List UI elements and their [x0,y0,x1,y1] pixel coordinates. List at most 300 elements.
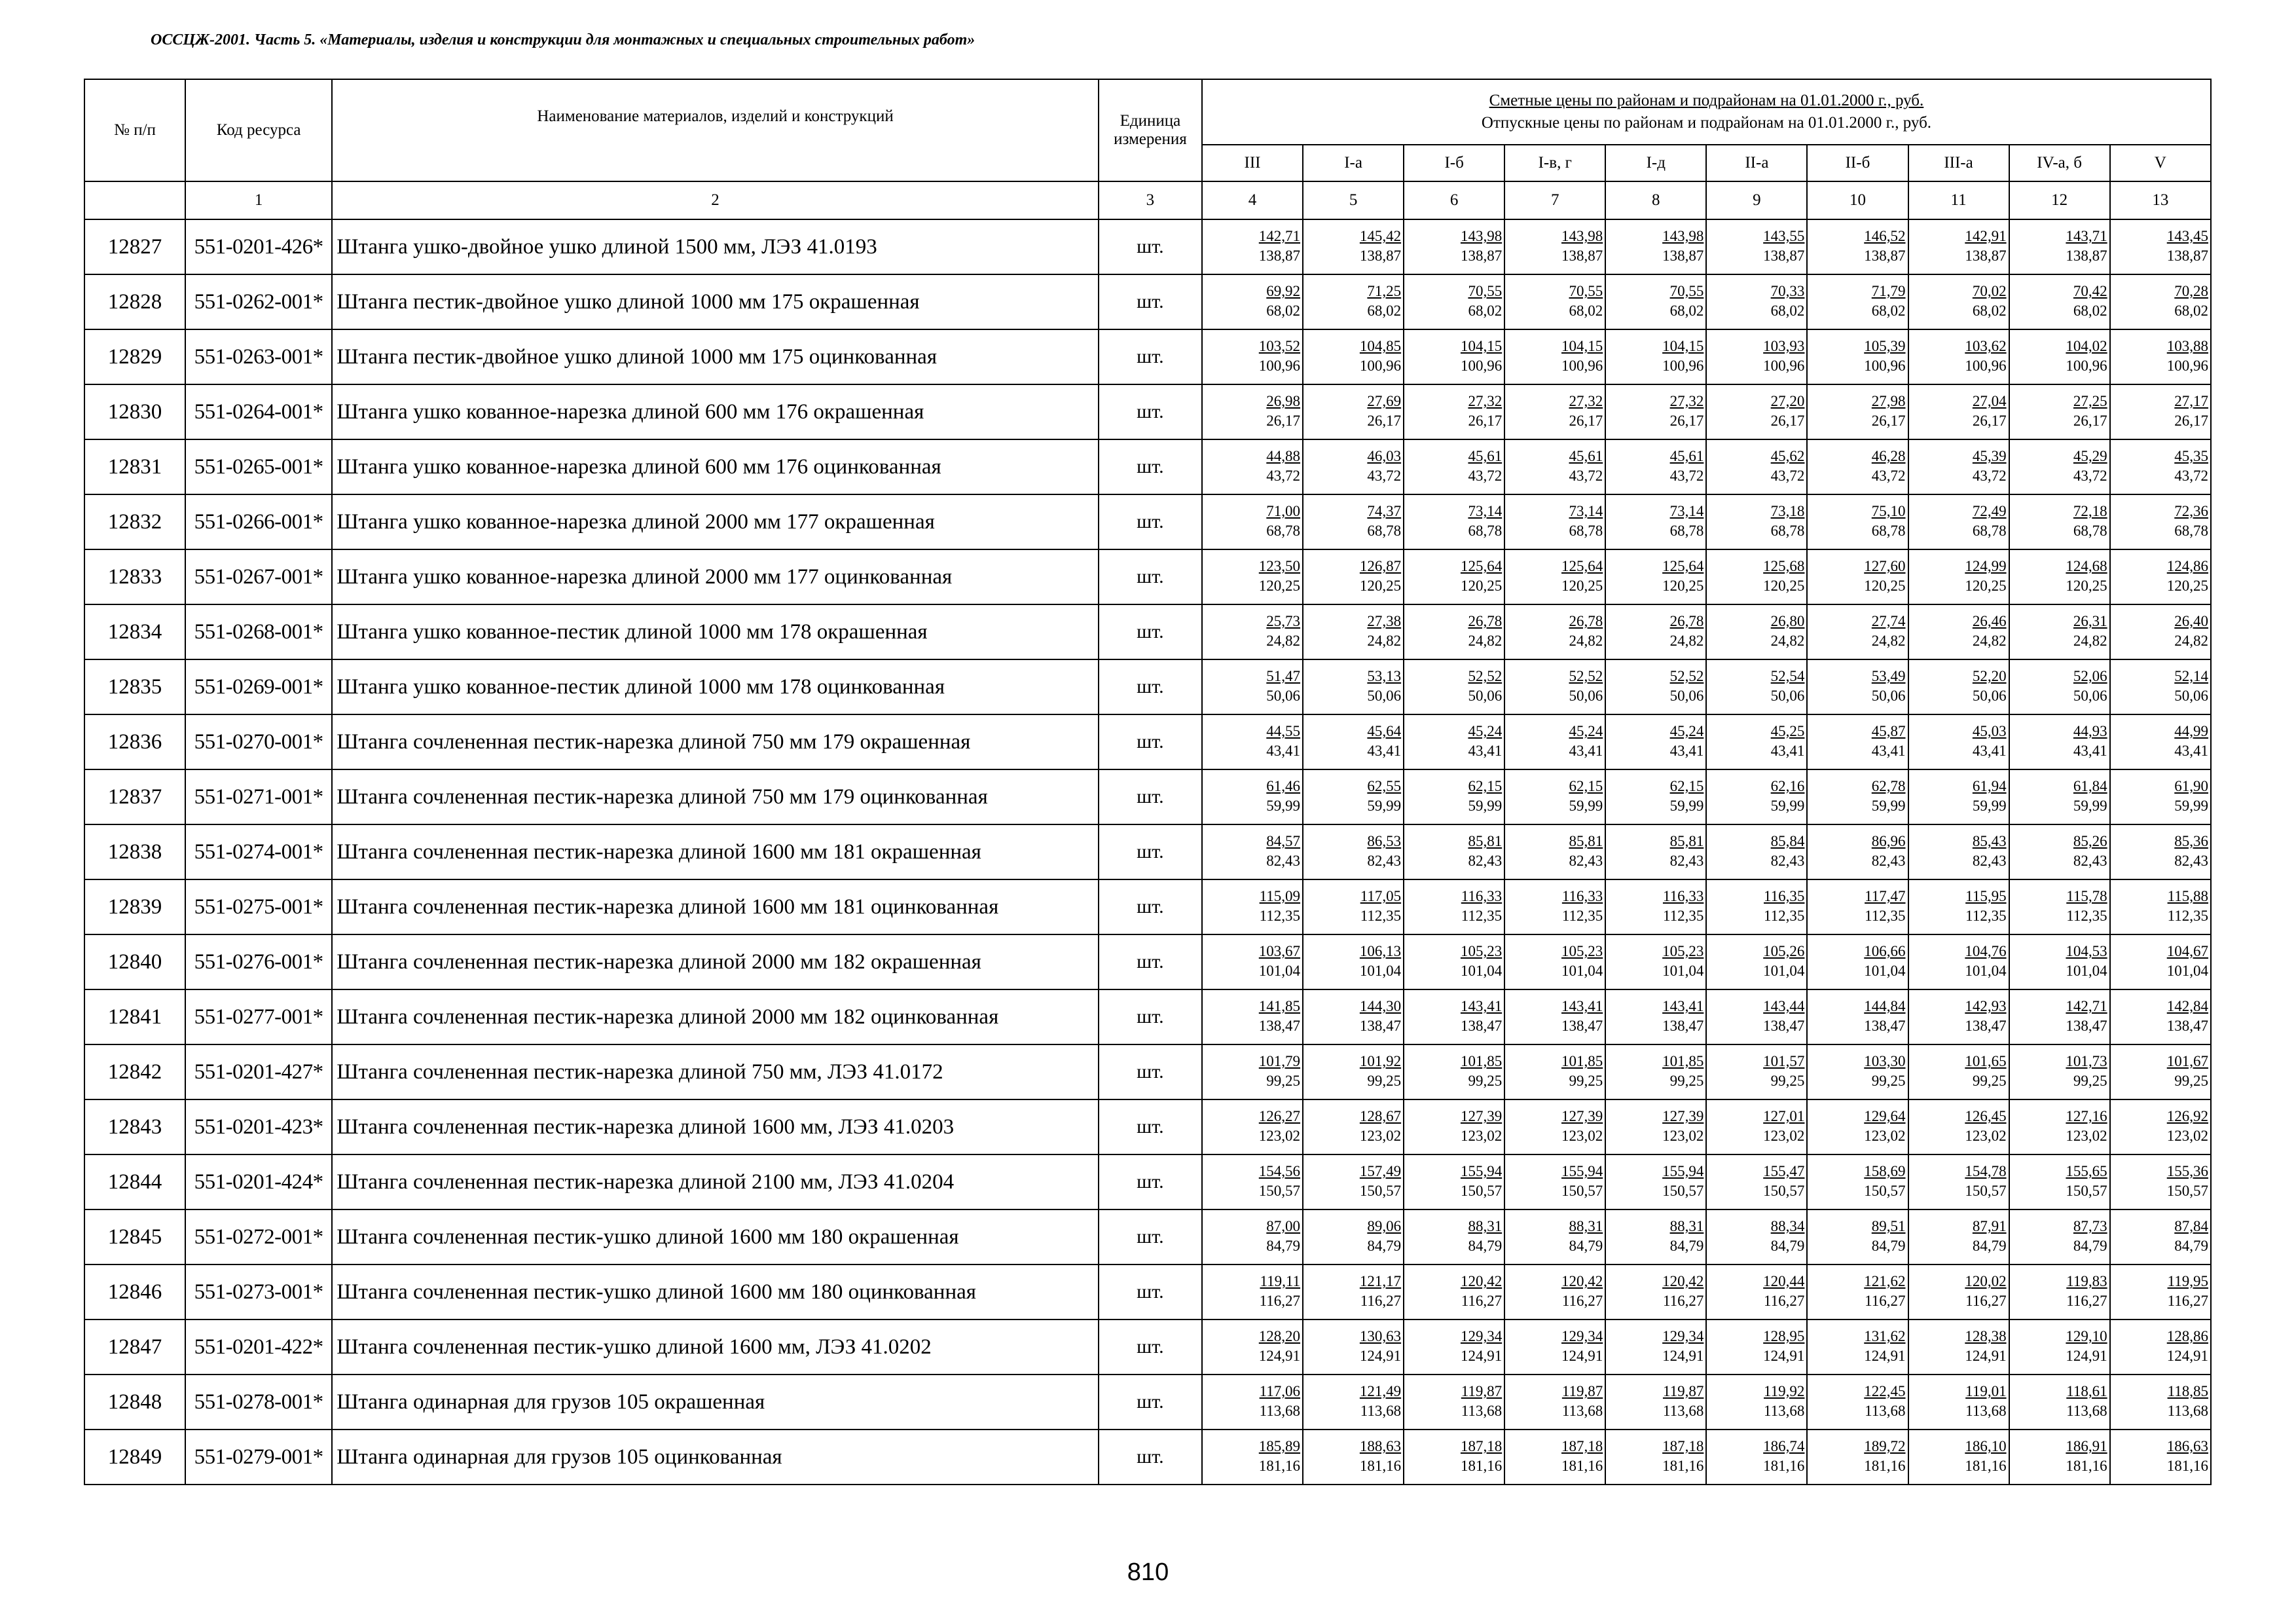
price-cell [1908,549,2009,604]
table-row [84,1320,2211,1375]
estimate-price: 101,85 [1662,1053,1704,1069]
estimate-price: 103,62 [1965,338,2007,354]
release-price: 138,47 [2166,1018,2208,1034]
release-price: 24,82 [1669,633,1704,649]
estimate-price: 70,02 [1972,283,2007,299]
release-price: 181,16 [1662,1458,1704,1474]
unit-cell: шт. [1099,604,1202,659]
price-cell [1908,219,2009,274]
estimate-price: 128,95 [1763,1328,1805,1344]
price-cell [1807,329,1908,384]
release-price: 138,47 [1763,1018,1805,1034]
price-cell [2009,989,2110,1044]
price-cell [1303,769,1404,824]
price-cell [1706,934,1807,989]
table-row [84,1099,2211,1154]
resource-code: 551-0265-001* [185,439,332,494]
price-cell [1605,1044,1706,1099]
row-number: 12845 [84,1209,185,1264]
price-cell [1303,989,1404,1044]
release-price: 101,04 [1763,963,1805,979]
table-row [84,714,2211,769]
price-cell [1605,1320,1706,1375]
item-name: Штанга ушко кованное-нарезка длиной 600 мм 176 окрашенная [332,384,1099,439]
estimate-price: 101,57 [1763,1053,1805,1069]
estimate-price: 88,31 [1468,1218,1503,1234]
resource-code: 551-0276-001* [185,934,332,989]
unit-cell: шт. [1099,989,1202,1044]
estimate-price: 106,66 [1864,943,1906,959]
price-cell [2110,219,2211,274]
estimate-price: 143,71 [2066,228,2107,244]
row-number: 12834 [84,604,185,659]
release-price: 138,87 [1965,248,2007,264]
release-price: 113,68 [1965,1403,2007,1419]
unit-cell: шт. [1099,329,1202,384]
estimate-price: 146,52 [1864,228,1906,244]
price-cell [2009,1320,2110,1375]
release-price: 112,35 [2066,908,2107,924]
release-price: 100,96 [1561,358,1603,374]
release-price: 82,43 [1871,853,1906,869]
release-price: 138,87 [1359,248,1402,264]
release-price: 84,79 [1669,1238,1704,1254]
estimate-price: 186,63 [2166,1438,2208,1454]
release-price: 124,91 [1864,1348,1906,1364]
release-price: 100,96 [1662,358,1704,374]
price-cell [2110,879,2211,934]
estimate-price: 46,28 [1871,448,1906,464]
estimate-price: 70,42 [2073,283,2107,299]
price-cell [1706,989,1807,1044]
release-price: 24,82 [1972,633,2007,649]
row-number: 12847 [84,1320,185,1375]
release-price: 181,16 [1864,1458,1906,1474]
release-price: 138,87 [2066,248,2107,264]
price-cell [1303,1264,1404,1320]
estimate-price: 128,38 [1965,1328,2007,1344]
estimate-price: 45,39 [1972,448,2007,464]
release-price: 101,04 [2066,963,2107,979]
price-cell [1908,1209,2009,1264]
price-cell [2009,824,2110,879]
price-cell [2009,494,2110,549]
price-cell [1202,219,1303,274]
region-header: I-в, г [1504,145,1605,181]
release-price: 123,02 [1258,1128,1301,1144]
price-cell [1908,824,2009,879]
release-price: 68,78 [1871,523,1906,539]
release-price: 68,02 [1669,303,1704,319]
price-cell [1202,659,1303,714]
release-price: 43,41 [1367,743,1402,759]
release-price: 59,99 [1972,798,2007,814]
column-number-blank [84,181,185,219]
estimate-price: 119,87 [1662,1383,1704,1399]
estimate-price: 85,84 [1770,833,1805,849]
resource-code: 551-0201-424* [185,1154,332,1209]
price-cell [1807,219,1908,274]
estimate-price: 122,45 [1864,1383,1906,1399]
unit-cell: шт. [1099,1320,1202,1375]
estimate-price: 73,14 [1468,503,1503,519]
release-price: 120,25 [1763,578,1805,594]
price-cell [1908,494,2009,549]
estimate-price: 145,42 [1359,228,1402,244]
release-price: 99,25 [2073,1073,2107,1089]
release-price: 59,99 [2073,798,2107,814]
estimate-price: 52,20 [1972,668,2007,684]
item-name: Штанга ушко кованное-нарезка длиной 600 мм 176 оцинкованная [332,439,1099,494]
estimate-price: 73,18 [1770,503,1805,519]
table-row [84,934,2211,989]
price-cell [1807,879,1908,934]
release-price: 120,25 [2066,578,2107,594]
release-price: 124,91 [1763,1348,1805,1364]
item-name: Штанга сочлененная пестик-нарезка длиной 2100 мм, ЛЭЗ 41.0204 [332,1154,1099,1209]
estimate-price: 118,61 [2066,1383,2107,1399]
price-cell [1706,1044,1807,1099]
unit-cell: шт. [1099,1154,1202,1209]
estimate-price: 129,10 [2066,1328,2107,1344]
price-cell [1605,1375,1706,1430]
estimate-price: 187,18 [1662,1438,1704,1454]
estimate-price: 128,20 [1258,1328,1301,1344]
estimate-price: 45,24 [1468,723,1503,739]
estimate-price: 26,46 [1972,613,2007,629]
price-cell [1706,494,1807,549]
table-body [84,219,2211,1485]
unit-cell: шт. [1099,1430,1202,1485]
price-cell [1706,879,1807,934]
release-price: 113,68 [1360,1403,1402,1419]
release-price: 124,91 [1561,1348,1603,1364]
item-name: Штанга сочлененная пестик-нарезка длиной 2000 мм 182 оцинкованная [332,989,1099,1044]
release-price: 181,16 [2066,1458,2107,1474]
price-cell [2110,934,2211,989]
resource-code: 551-0272-001* [185,1209,332,1264]
price-cell [1908,1044,2009,1099]
estimate-price: 115,95 [1965,888,2007,904]
estimate-price: 53,13 [1367,668,1402,684]
estimate-price: 61,84 [2073,778,2107,794]
estimate-price: 143,98 [1662,228,1704,244]
estimate-price: 129,34 [1662,1328,1704,1344]
release-price: 123,02 [1561,1128,1603,1144]
estimate-price: 101,92 [1359,1053,1402,1069]
estimate-price: 26,40 [2174,613,2208,629]
table-row [84,1264,2211,1320]
price-cell [1303,549,1404,604]
price-cell [2110,1044,2211,1099]
row-number: 12841 [84,989,185,1044]
table-row [84,384,2211,439]
estimate-price: 105,23 [1662,943,1704,959]
release-price: 84,79 [1569,1238,1603,1254]
price-cell [1202,1099,1303,1154]
price-cell [1504,714,1605,769]
estimate-price: 143,55 [1763,228,1805,244]
price-cell [1404,439,1504,494]
release-price: 100,96 [2066,358,2107,374]
region-header: I-д [1605,145,1706,181]
estimate-price: 144,30 [1359,998,1402,1014]
price-cell [1605,1099,1706,1154]
column-number: 12 [2009,181,2110,219]
table-row [84,1430,2211,1485]
page-number: 810 [1127,1559,1169,1586]
price-cell [2110,659,2211,714]
release-price: 59,99 [1367,798,1402,814]
release-price: 24,82 [1569,633,1603,649]
row-number: 12839 [84,879,185,934]
release-price: 123,02 [1763,1128,1805,1144]
unit-cell: шт. [1099,934,1202,989]
release-price: 99,25 [1569,1073,1603,1089]
release-price: 50,06 [1266,688,1301,704]
price-cell [2009,1044,2110,1099]
estimate-price: 104,85 [1359,338,1402,354]
resource-code: 551-0268-001* [185,604,332,659]
price-cell [1908,934,2009,989]
row-number: 12831 [84,439,185,494]
resource-code: 551-0262-001* [185,274,332,329]
release-price: 99,25 [1972,1073,2007,1089]
release-price: 138,47 [2066,1018,2107,1034]
column-number: 7 [1504,181,1605,219]
price-cell [1706,219,1807,274]
release-price: 116,27 [1561,1293,1603,1309]
price-cell [1404,1264,1504,1320]
estimate-price: 125,64 [1460,558,1503,574]
release-price: 116,27 [1764,1293,1805,1309]
price-cell [2110,1375,2211,1430]
price-cell [1202,1044,1303,1099]
release-price: 181,16 [1965,1458,2007,1474]
column-number: 3 [1099,181,1202,219]
column-number: 11 [1908,181,2009,219]
table-row [84,274,2211,329]
release-price: 124,91 [1359,1348,1402,1364]
price-cell [1908,604,2009,659]
resource-code: 551-0267-001* [185,549,332,604]
table-header [84,79,2211,219]
item-name: Штанга ушко кованное-нарезка длиной 2000 мм 177 окрашенная [332,494,1099,549]
row-number: 12842 [84,1044,185,1099]
estimate-price: 142,71 [2066,998,2107,1014]
price-cell [1202,1430,1303,1485]
price-cell [2110,1209,2211,1264]
header-prices-release: Отпускные цены по районам и подрайонам на 01.01.2000 г., руб. [1481,114,1932,132]
price-cell [1605,1209,1706,1264]
price-cell [1404,659,1504,714]
price-cell [1303,1375,1404,1430]
estimate-price: 44,88 [1266,448,1301,464]
price-cell [1404,1154,1504,1209]
release-price: 112,35 [2167,908,2208,924]
estimate-price: 101,67 [2166,1053,2208,1069]
estimate-price: 105,39 [1864,338,1906,354]
price-cell [1504,604,1605,659]
price-cell [1303,274,1404,329]
price-cell [1605,274,1706,329]
estimate-price: 44,55 [1266,723,1301,739]
unit-cell: шт. [1099,1264,1202,1320]
estimate-price: 155,94 [1561,1163,1603,1179]
estimate-price: 45,87 [1871,723,1906,739]
item-name: Штанга ушко-двойное ушко длиной 1500 мм, ЛЭЗ 41.0193 [332,219,1099,274]
unit-cell: шт. [1099,1099,1202,1154]
release-price: 43,41 [1468,743,1503,759]
release-price: 150,57 [1460,1183,1503,1199]
price-cell [1706,659,1807,714]
price-cell [1202,549,1303,604]
release-price: 24,82 [1770,633,1805,649]
release-price: 100,96 [1460,358,1503,374]
estimate-price: 45,03 [1972,723,2007,739]
estimate-price: 45,35 [2174,448,2208,464]
release-price: 99,25 [1468,1073,1503,1089]
estimate-price: 27,32 [1569,393,1603,409]
release-price: 116,27 [1461,1293,1503,1309]
release-price: 113,68 [1561,1403,1603,1419]
release-price: 26,17 [1569,413,1603,429]
release-price: 112,35 [1461,908,1503,924]
estimate-price: 103,30 [1864,1053,1906,1069]
item-name: Штанга сочлененная пестик-нарезка длиной 750 мм, ЛЭЗ 41.0172 [332,1044,1099,1099]
release-price: 113,68 [1461,1403,1503,1419]
release-price: 116,27 [1865,1293,1906,1309]
row-number: 12827 [84,219,185,274]
release-price: 100,96 [1864,358,1906,374]
estimate-price: 188,63 [1359,1438,1402,1454]
release-price: 43,41 [1972,743,2007,759]
estimate-price: 25,73 [1266,613,1301,629]
price-cell [1404,1044,1504,1099]
table-row [84,1044,2211,1099]
item-name: Штанга сочлененная пестик-нарезка длиной 1600 мм 181 окрашенная [332,824,1099,879]
release-price: 123,02 [1864,1128,1906,1144]
estimate-price: 127,39 [1662,1108,1704,1124]
release-price: 120,25 [1561,578,1603,594]
unit-cell: шт. [1099,274,1202,329]
price-cell [2009,549,2110,604]
price-cell [2009,1430,2110,1485]
estimate-price: 45,61 [1569,448,1603,464]
estimate-price: 119,87 [1561,1383,1603,1399]
release-price: 138,47 [1460,1018,1503,1034]
estimate-price: 85,81 [1569,833,1603,849]
price-cell [1504,1320,1605,1375]
document-header: ОССЦЖ-2001. Часть 5. «Материалы, изделия и конструкции для монтажных и специальных строительных работ» [151,31,975,48]
release-price: 50,06 [1569,688,1603,704]
release-price: 123,02 [2166,1128,2208,1144]
estimate-price: 143,41 [1460,998,1503,1014]
unit-cell: шт. [1099,439,1202,494]
region-header: III-а [1908,145,2009,181]
price-cell [1807,1430,1908,1485]
estimate-price: 85,43 [1972,833,2007,849]
release-price: 124,91 [2166,1348,2208,1364]
estimate-price: 155,94 [1662,1163,1704,1179]
row-number: 12832 [84,494,185,549]
price-cell [2009,714,2110,769]
resource-code: 551-0201-427* [185,1044,332,1099]
estimate-price: 70,33 [1770,283,1805,299]
estimate-price: 74,37 [1367,503,1402,519]
release-price: 112,35 [1965,908,2007,924]
estimate-price: 104,76 [1965,943,2007,959]
estimate-price: 52,52 [1669,668,1704,684]
column-number: 6 [1404,181,1504,219]
release-price: 124,91 [1965,1348,2007,1364]
release-price: 138,87 [1763,248,1805,264]
resource-code: 551-0269-001* [185,659,332,714]
price-cell [1404,989,1504,1044]
estimate-price: 27,32 [1669,393,1704,409]
release-price: 82,43 [1972,853,2007,869]
estimate-price: 45,24 [1669,723,1704,739]
unit-cell: шт. [1099,769,1202,824]
estimate-price: 120,02 [1965,1273,2007,1289]
price-cell [1908,274,2009,329]
release-price: 43,41 [1669,743,1704,759]
release-price: 59,99 [1770,798,1805,814]
estimate-price: 45,25 [1770,723,1805,739]
row-number: 12838 [84,824,185,879]
price-cell [1605,1430,1706,1485]
estimate-price: 126,27 [1258,1108,1301,1124]
release-price: 138,87 [1258,248,1301,264]
column-number: 13 [2110,181,2211,219]
price-cell [2110,1264,2211,1320]
price-cell [1303,714,1404,769]
price-cell [1807,494,1908,549]
release-price: 43,41 [1266,743,1301,759]
header-name: Наименование материалов, изделий и конструкций [332,79,1099,181]
release-price: 100,96 [1965,358,2007,374]
estimate-price: 45,61 [1669,448,1704,464]
price-cell [1202,1375,1303,1430]
release-price: 68,78 [2174,523,2208,539]
estimate-price: 120,42 [1662,1273,1704,1289]
price-cell [1605,329,1706,384]
estimate-price: 115,09 [1259,888,1301,904]
release-price: 150,57 [1864,1183,1906,1199]
release-price: 84,79 [1972,1238,2007,1254]
region-header: V [2110,145,2211,181]
estimate-price: 45,29 [2073,448,2107,464]
estimate-price: 27,38 [1367,613,1402,629]
release-price: 124,91 [1460,1348,1503,1364]
estimate-price: 62,15 [1468,778,1503,794]
estimate-price: 27,17 [2174,393,2208,409]
release-price: 24,82 [1468,633,1503,649]
release-price: 82,43 [1468,853,1503,869]
price-cell [1605,769,1706,824]
release-price: 120,25 [1258,578,1301,594]
release-price: 100,96 [1258,358,1301,374]
estimate-price: 119,11 [1260,1273,1301,1289]
price-cell [1706,714,1807,769]
price-cell [1807,714,1908,769]
estimate-price: 125,64 [1662,558,1704,574]
release-price: 113,68 [2167,1403,2208,1419]
item-name: Штанга сочлененная пестик-нарезка длиной 750 мм 179 окрашенная [332,714,1099,769]
estimate-price: 187,18 [1460,1438,1503,1454]
estimate-price: 88,34 [1770,1218,1805,1234]
release-price: 124,91 [1662,1348,1704,1364]
